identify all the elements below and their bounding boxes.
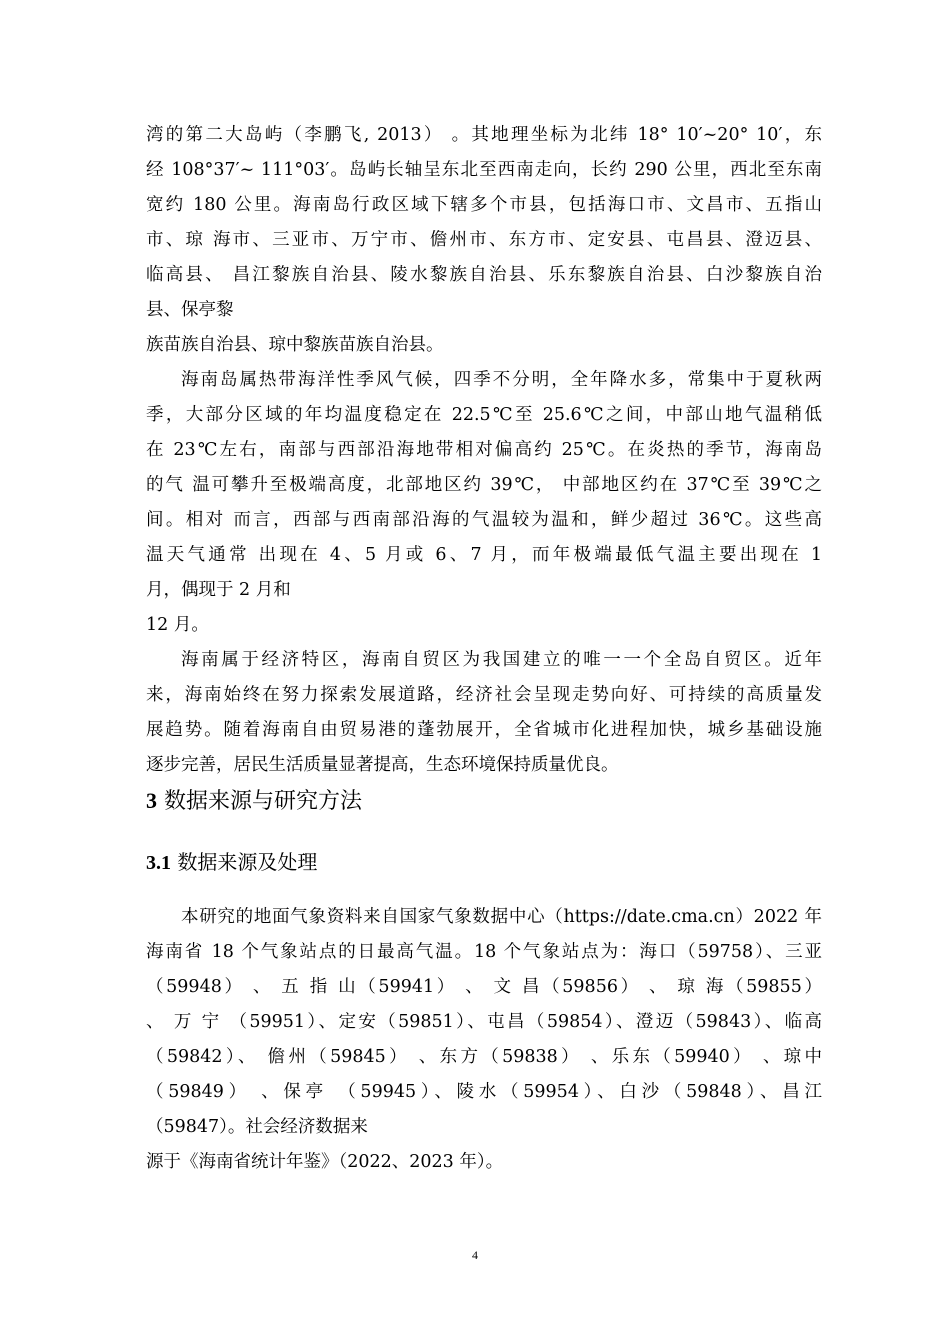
text-line: 间。相对 而言，西部与西南部沿海的气温较为温和，鲜少超过 36℃。这些高 — [146, 510, 822, 530]
text-line: 源于《海南省统计年鉴》（2022、2023 年）。 — [146, 1152, 504, 1172]
text-line: （59842）、 儋州（59845） 、东方（59838） 、乐东（59940） 、琼中 — [146, 1047, 822, 1067]
body-text — [146, 118, 822, 783]
section-heading-3-1 — [146, 848, 317, 877]
page-number: 4 — [472, 1248, 478, 1262]
text-line: 县、保亭黎 — [146, 300, 234, 320]
paragraph-climate — [146, 363, 822, 643]
text-line: 12 月。 — [146, 615, 209, 635]
section-heading-3 — [146, 786, 362, 817]
text-line: 市、琼 海市、三亚市、万宁市、儋州市、东方市、定安县、屯昌县、澄迈县、 — [146, 230, 822, 250]
paragraph-geography — [146, 118, 822, 363]
text-line: 温天气通常 出现在 4、5 月或 6、7 月，而年极端最低气温主要出现在 1 — [146, 545, 822, 565]
text-line: 海南属于经济特区，海南自贸区为我国建立的唯一一个全岛自贸区。近年 — [181, 650, 822, 670]
section-number: 3 — [146, 788, 157, 813]
text-line: 宽约 180 公里。海南岛行政区域下辖多个市县，包括海口市、文昌市、五指山 — [146, 195, 822, 215]
text-line: 月，偶现于 2 月和 — [146, 580, 291, 600]
text-line: 临高县、 昌江黎族自治县、陵水黎族自治县、乐东黎族自治县、白沙黎族自治 — [146, 265, 822, 285]
text-line: 、 万 宁 （59951）、定安（59851）、屯昌（59854）、澄迈（59843）、临高 — [146, 1012, 822, 1032]
text-line: 海南岛属热带海洋性季风气候，四季不分明，全年降水多，常集中于夏秋两 — [181, 370, 822, 390]
text-line: 经 108°37′~ 111°03′。岛屿长轴呈东北至西南走向，长约 290 公里，西北至东南 — [146, 160, 822, 180]
text-line: （59849） 、保亭 （59945）、陵水（59954）、白沙（59848）、昌江 — [146, 1082, 822, 1102]
text-line: 季，大部分区域的年均温度稳定在 22.5℃至 25.6℃之间，中部山地气温稍低 — [146, 405, 822, 425]
text-line: 湾的第二大岛屿（李鹏飞, 2013） 。其地理坐标为北纬 18° 10′~20° 10′，东 — [146, 125, 822, 145]
body-text-data-source — [146, 900, 822, 1180]
text-line: （59847）。社会经济数据来 — [146, 1117, 368, 1137]
text-line: 逐步完善，居民生活质量显著提高，生态环境保持质量优良。 — [146, 755, 619, 775]
text-line: 在 23℃左右，南部与西部沿海地带相对偏高约 25℃。在炎热的季节，海南岛 — [146, 440, 822, 460]
subsection-title: 数据来源及处理 — [177, 850, 318, 874]
section-title: 数据来源与研究方法 — [164, 789, 363, 814]
text-line: 展趋势。随着海南自由贸易港的蓬勃展开，全省城市化进程加快，城乡基础设施 — [146, 720, 822, 740]
paragraph-economy — [146, 643, 822, 783]
text-line: 海南省 18 个气象站点的日最高气温。18 个气象站点为：海口（59758）、三亚 — [146, 942, 822, 962]
text-line: （59948） 、 五 指 山（59941） 、 文 昌（59856） 、 琼 海（59855） — [146, 977, 822, 997]
text-line: 来，海南始终在努力探索发展道路，经济社会呈现走势向好、可持续的高质量发 — [146, 685, 822, 705]
text-line: 的气 温可攀升至极端高度，北部地区约 39℃， 中部地区约在 37℃至 39℃之 — [146, 475, 822, 495]
paragraph-data-source — [146, 900, 822, 1180]
text-line: 本研究的地面气象资料来自国家气象数据中心（https://date.cma.cn）2022 年 — [181, 907, 822, 927]
text-line: 族苗族自治县、琼中黎族苗族自治县。 — [146, 335, 444, 355]
subsection-number: 3.1 — [146, 852, 171, 874]
